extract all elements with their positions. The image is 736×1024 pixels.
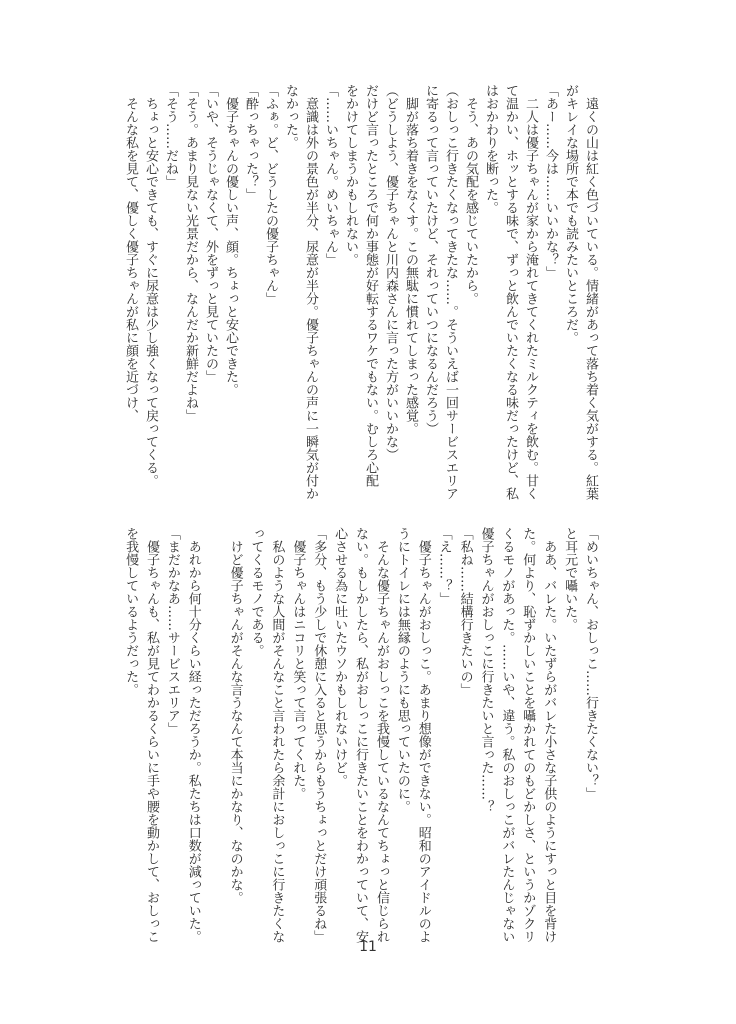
text-line: をかけてしまうかもしれない。 (343, 84, 358, 266)
text-line: 「まだかなあ……サービスエリア」 (164, 527, 180, 735)
text-line: と耳元で囁いた。 (562, 527, 578, 631)
text-line: 優子ちゃんも、私が見てわかるくらいに手や腰を動かして、おしっこ (143, 527, 159, 943)
text-line: を我慢しているようだった。 (123, 527, 139, 696)
text-line: ってくるモノである。 (248, 527, 264, 657)
text-line: 脚が落ち着きをなくす。この無駄に慣れてしまった感覚。 (403, 84, 418, 435)
text-line: に寄るって言っていたけど、それっていつになるんだろう） (423, 84, 438, 435)
lower-text-block (119, 527, 600, 943)
text-line: なかった。 (283, 84, 298, 149)
text-line: 優子ちゃんがおしっこに行きたいと言った……？ (478, 527, 494, 813)
text-line: た。何より、恥ずかしいことを囁かれてのもどかしさ、というかゾクリ (520, 527, 536, 943)
text-line: （おしっこ行きたくなってきたな……。そういえば一回サービスエリア (443, 84, 458, 500)
text-line: 「あー……今は……いいかな？」 (543, 84, 558, 279)
text-line: そう、あの気配を感じていたから。 (463, 84, 478, 305)
text-line: 心させる為に吐いたウソかもしれないけど。 (332, 527, 348, 787)
text-line: 優子ちゃんがおしっこ。あまり想像ができない。昭和のアイドルのよ (415, 527, 431, 943)
text-line: 「そう……だね」 (163, 84, 178, 188)
page-number: 11 (359, 939, 377, 955)
text-line: 二人は優子ちゃんが家から淹れてきてくれたミルクティを飲む。甘く (523, 84, 538, 500)
text-line: はおかわりを断った。 (483, 84, 498, 214)
text-line: うにトイレには無縁のようにも思っていたのに。 (394, 527, 410, 813)
text-line: 「めいちゃん、おしっこ……行きたくない？」 (583, 527, 598, 800)
text-line: がキレイな場所で本でも読みたいところだ。 (563, 84, 578, 344)
text-line: ない。もしかしたら、私がおしっこに行きたいことをわかっていて、安 (353, 527, 369, 943)
text-line: 私のような人間がそんなこと言われたら余計におしっこに行きたくな (269, 527, 285, 943)
text-line: 「ふぁ。ど、どうしたの優子ちゃん」 (263, 84, 278, 305)
text-line: 優子ちゃんはニコリと笑って言ってくれた。 (290, 527, 306, 800)
text-line: 「いや、そうじゃなくて、外をずっと見ていたの」 (203, 84, 218, 383)
text-line: 意識は外の景色が半分、尿意が半分。優子ちゃんの声に一瞬気が付か (303, 84, 318, 500)
text-line (203, 527, 224, 932)
upper-text-block (120, 84, 600, 500)
text-line: 「酔っちゃった？」 (243, 84, 258, 201)
text-line: 「多分、もう少しで休憩に入ると思うからもうちょっとだけ頑張るね」 (311, 527, 327, 943)
text-line: そんな私を見て、優しく優子ちゃんが私に顔を近づけ、 (123, 84, 138, 422)
text-line: あれから何十分くらい経っただろうか。私たちは口数が減っていた。 (185, 527, 201, 943)
text-line: 「え……？」 (436, 527, 452, 605)
text-line: て温かい、ホッとする味で、ずっと飲んでいたくなる味だったけど、私 (503, 84, 518, 500)
text-line: 「そう。あまり見ない光景だから、なんだか新鮮だよね」 (183, 84, 198, 422)
text-line: くるモノがあった。……いや、違う。私のおしっこがバレたんじゃない (499, 527, 515, 943)
text-line: そんな優子ちゃんがおしっこを我慢しているなんてちょっと信じられ (373, 527, 389, 943)
text-line: ああ、バレた。いたずらがバレた小さな子供のようにすっと目を背け (541, 527, 557, 943)
text-line: 「……いちゃん。めいちゃん」 (323, 84, 338, 266)
text-line: ちょっと安心できても、すぐに尿意は少し強くなって戻ってくる。 (143, 84, 158, 487)
text-line: 優子ちゃんの優しい声、顔。ちょっと安心できた。 (223, 84, 238, 396)
text-line: （どうしよう、優子ちゃんと川内森さんに言った方がいいかな） (383, 84, 398, 461)
text-line: だけど言ったところで何か事態が好転するワケでもない。むしろ心配 (363, 84, 378, 487)
text-line: けど優子ちゃんがそんな言うなんて本当にかなり、なのかな。 (227, 527, 243, 904)
text-line: 「私ね……結構行きたいの」 (457, 527, 473, 696)
text-line: 遠くの山は紅く色づいている。情緒があって落ち着く気がする。紅葉 (583, 84, 598, 500)
